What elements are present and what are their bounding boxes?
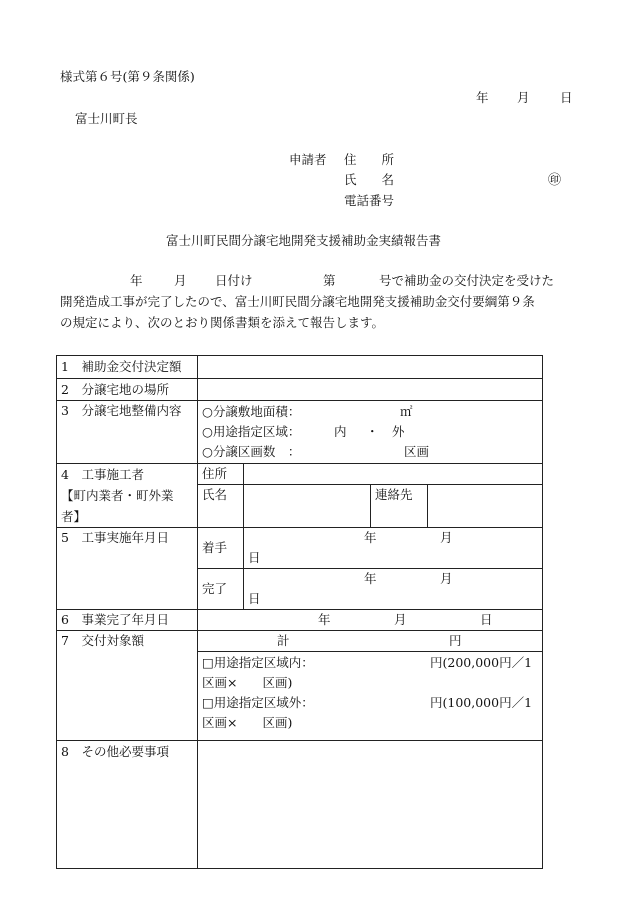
intro-line3: の規定により、次のとおり関係書類を添えて報告します。 (60, 315, 385, 330)
area-unit: ㎡ (400, 404, 413, 419)
inside-zone-checkbox[interactable]: □用途指定区域内： (202, 655, 314, 670)
form-number: 様式第６号(第９条関係) (60, 69, 195, 84)
applicant-phone-label: 電話番号 (344, 193, 395, 208)
applicant-address-label: 住 所 (344, 152, 395, 167)
row4-label (57, 464, 198, 528)
completion-date-field[interactable] (198, 610, 543, 631)
total-label: 計 (277, 633, 290, 648)
completion-year: 年 (318, 612, 331, 627)
development-content-cell[interactable] (198, 401, 543, 464)
start-date-field[interactable] (244, 528, 543, 569)
intro-month: 月 (174, 273, 187, 288)
contractor-contact-label: 連絡先 (371, 485, 428, 528)
row5-label: 5 工事実施年月日 (57, 528, 198, 610)
start-label: 着手 (198, 528, 244, 569)
report-form-table (56, 355, 543, 869)
start-month: 月 (440, 530, 453, 545)
row1-label: 1 補助金交付決定額 (57, 356, 198, 379)
document-title: 富士川町民間分譲宅地開発支援補助金実績報告書 (166, 233, 442, 248)
inside-zone-rate: 円(200,000円／1 (430, 655, 533, 670)
row8-label: 8 その他必要事項 (57, 741, 198, 869)
addressee: 富士川町長 (75, 111, 138, 126)
outside-zone-rate: 円(100,000円／1 (430, 695, 533, 710)
end-year: 年 (364, 571, 377, 586)
date-year: 年 (476, 90, 489, 105)
row3-label: 3 分譲宅地整備内容 (57, 401, 198, 464)
row4-label-line1: 4 工事施工者 (61, 467, 144, 482)
zone-dot: ・ (366, 424, 379, 439)
total-field[interactable] (198, 631, 543, 652)
outside-zone-checkbox[interactable]: □用途指定区域外： (202, 695, 314, 710)
target-amount-detail (198, 652, 543, 741)
plots-label: ○分譲区画数 ： (202, 444, 301, 459)
location-field[interactable] (198, 379, 543, 401)
end-date-field[interactable] (244, 569, 543, 610)
intro-year: 年 (130, 273, 143, 288)
date-day: 日 (560, 90, 573, 105)
end-label: 完了 (198, 569, 244, 610)
applicant-name-label: 氏 名 (344, 172, 395, 187)
completion-day: 日 (480, 612, 493, 627)
intro-line1-rest: 号で補助金の交付決定を受けた (379, 273, 555, 288)
end-day: 日 (248, 591, 261, 606)
applicant-role-label: 申請者 (289, 152, 327, 167)
contractor-name-label: 氏名 (198, 485, 244, 528)
plots-unit: 区画 (404, 444, 430, 459)
zone-outside-option[interactable]: 外 (392, 424, 405, 439)
contractor-address-label: 住所 (198, 464, 244, 485)
outside-zone-plots: 区画× 区画) (202, 715, 293, 730)
total-yen: 円 (449, 633, 462, 648)
date-month: 月 (517, 90, 530, 105)
seal-mark: ㊞ (548, 173, 562, 188)
end-month: 月 (440, 571, 453, 586)
area-label: ○分譲敷地面積： (202, 404, 301, 419)
subsidy-amount-field[interactable] (198, 356, 543, 379)
intro-dated: 日付け (215, 273, 253, 288)
inside-zone-plots: 区画× 区画) (202, 675, 293, 690)
zone-inside-option[interactable]: 内 (334, 424, 347, 439)
completion-month: 月 (394, 612, 407, 627)
other-matters-field[interactable] (198, 741, 543, 869)
row4-label-line3: 者】 (61, 509, 87, 524)
intro-number-prefix: 第 (323, 273, 336, 288)
row7-label: 7 交付対象額 (57, 631, 198, 741)
contractor-contact-field[interactable] (428, 485, 543, 528)
contractor-address-field[interactable] (244, 464, 543, 485)
row6-label: 6 事業完了年月日 (57, 610, 198, 631)
start-day: 日 (248, 550, 261, 565)
row2-label: 2 分譲宅地の場所 (57, 379, 198, 401)
intro-line2: 開発造成工事が完了したので、富士川町民間分譲宅地開発支援補助金交付要綱第９条 (60, 294, 535, 309)
start-year: 年 (364, 530, 377, 545)
contractor-name-field[interactable] (244, 485, 371, 528)
zone-label: ○用途指定区域： (202, 424, 301, 439)
row4-label-line2: 【町内業者・町外業 (61, 488, 174, 503)
